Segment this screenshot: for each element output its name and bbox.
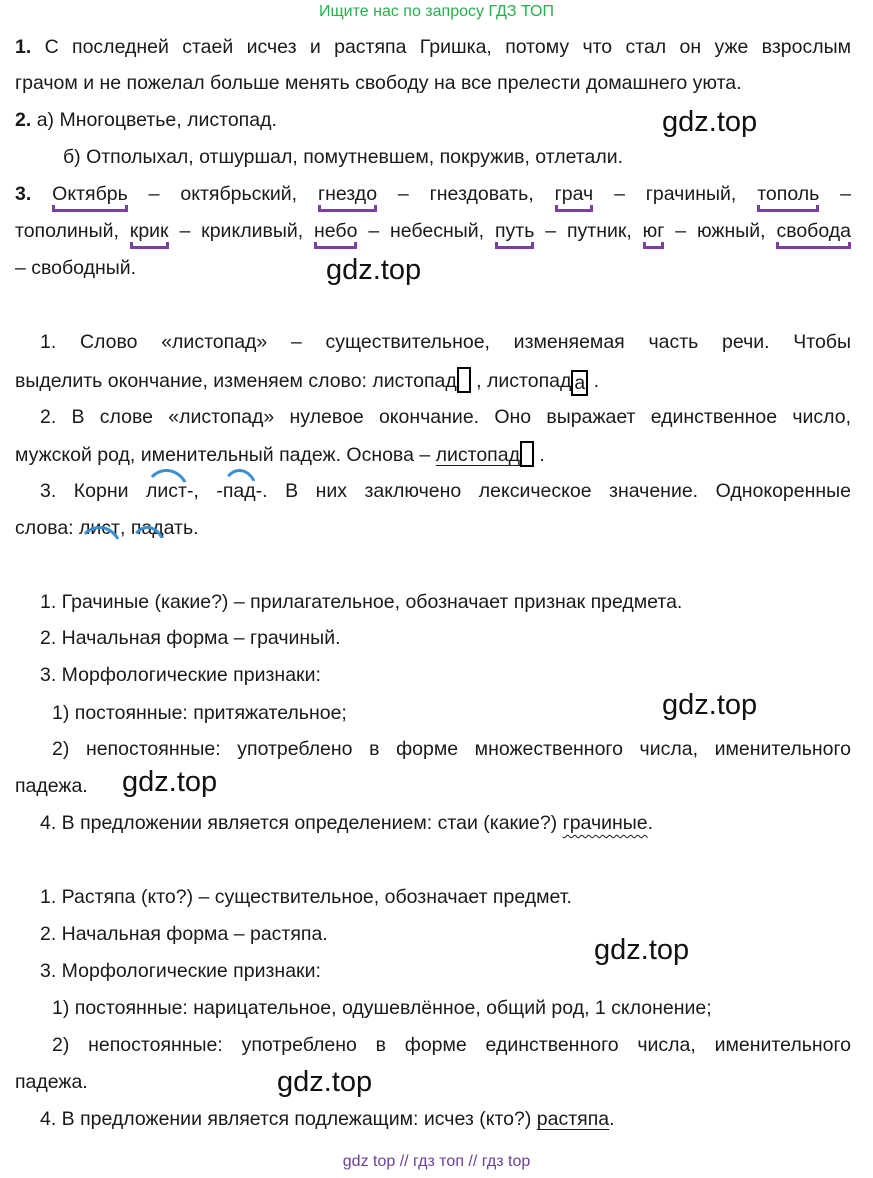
task2-a-text: а) Многоцветье, листопад. — [36, 109, 277, 131]
ending-box: а — [571, 370, 588, 396]
task1-text1: С последней стаей исчез и растяпа Гришка, потому что стал он уже взрослым — [44, 36, 851, 58]
watermark: gdz.top — [662, 106, 758, 138]
task3-text: – южный, — [664, 220, 777, 242]
task3-number: 3. — [15, 183, 32, 205]
word-gnezdo: гнездо — [318, 183, 378, 205]
task3-text: – октябрьский, — [127, 183, 318, 205]
task1-line2: грачом и не пожелал больше менять свободу на все прелести домашнего уюта. — [15, 72, 742, 94]
task3-text: – небесный, — [357, 220, 495, 242]
task3-line2 — [15, 219, 851, 243]
adj-line1: 1. Грачиные (какие?) – прилагательное, обозначает признак предмета. — [40, 591, 683, 613]
task3-text: – гнездовать, — [377, 183, 555, 205]
root-arc-list: лист — [145, 480, 187, 502]
adj-text: 4. В предложении является определением: стаи (какие?) — [40, 812, 563, 834]
watermark: gdz.top — [594, 934, 690, 966]
morph-text: -, - — [186, 480, 223, 502]
noun-line4: 1) постоянные: нарицательное, одушевлённое, общий род, 1 склонение; — [52, 997, 712, 1019]
root-arc-pad-below: пад — [130, 517, 164, 539]
adj-line3: 3. Морфологические признаки: — [40, 664, 321, 686]
adj-line4: 1) постоянные: притяжательное; — [52, 702, 347, 724]
word-grach: грач — [554, 183, 594, 205]
subject-underline: растяпа — [536, 1108, 610, 1130]
search-hint-link[interactable]: Ищите нас по запросу ГДЗ ТОП — [319, 3, 554, 20]
morph-text: слова: — [15, 517, 80, 539]
noun-line3: 3. Морфологические признаки: — [40, 960, 321, 982]
word-oktyabr: Октябрь — [52, 183, 128, 205]
task1-line1 — [15, 35, 851, 59]
task1-number: 1. — [15, 36, 32, 58]
morph-text: мужской род, именительный падеж. Основа – — [15, 444, 436, 466]
task2-number: 2. — [15, 109, 32, 131]
stem-underline: листопад — [435, 444, 520, 466]
adj-line2: 2. Начальная форма – грачиный. — [40, 627, 341, 649]
word-nebo: небо — [314, 220, 358, 242]
task3-text: – — [819, 183, 852, 205]
word-svoboda: свобода — [776, 220, 851, 242]
morph-text: 3. Корни — [40, 480, 146, 502]
adj-line5: 2) непостоянные: употреблено в форме множественного числа, именительного — [52, 738, 851, 760]
morph-text: -. В них заключено лексическое значение. Однокоренные — [255, 480, 852, 502]
noun-line1: 1. Растяпа (кто?) – существительное, обозначает предмет. — [40, 886, 572, 908]
zero-ending-box — [520, 441, 534, 467]
morph-listopad-line5 — [40, 479, 851, 503]
noun-line2: 2. Начальная форма – растяпа. — [40, 923, 328, 945]
word-krik: крик — [129, 220, 169, 242]
morph-text: ать. — [163, 517, 199, 539]
watermark: gdz.top — [326, 254, 422, 286]
task3-text: – крикливый, — [168, 220, 315, 242]
word-put: путь — [494, 220, 535, 242]
morph-text: выделить окончание, изменяем слово: листопад — [15, 370, 457, 392]
noun-text: . — [609, 1108, 615, 1130]
task3-text: – грачиный, — [593, 183, 758, 205]
wavy-underline-word: грачиные — [562, 812, 648, 834]
morph-text: , листопад — [470, 370, 572, 392]
morph-listopad-line1: 1. Слово «листопад» – существительное, изменяемая часть речи. Чтобы — [40, 331, 851, 353]
morph-listopad-line6 — [15, 516, 851, 540]
morph-text: , — [119, 517, 131, 539]
task2-line-b: б) Отполыхал, отшуршал, помутневшем, покружив, отлетали. — [63, 146, 624, 168]
noun-line7 — [40, 1107, 873, 1131]
adj-line6: падежа. — [15, 775, 88, 797]
watermark: gdz.top — [122, 766, 218, 798]
watermark: gdz.top — [662, 689, 758, 721]
adj-line7 — [40, 811, 873, 835]
morph-listopad-line4 — [15, 441, 851, 467]
watermark: gdz.top — [277, 1066, 373, 1098]
task3-line1 — [15, 182, 851, 206]
word-yug: юг — [642, 220, 665, 242]
root-arc-list-below: лист — [79, 517, 120, 539]
noun-line5: 2) непостоянные: употреблено в форме единственного числа, именительного — [52, 1034, 851, 1056]
task3-line3: – свободный. — [15, 257, 137, 279]
adj-text: . — [647, 812, 654, 834]
footer-links[interactable]: gdz top // гдз топ // гдз top — [342, 1153, 531, 1170]
morph-text: . — [588, 370, 600, 392]
noun-text: 4. В предложении является подлежащим: исчез (кто?) — [40, 1108, 537, 1130]
root-arc-pad: пад — [222, 480, 256, 502]
task3-text: – путник, — [534, 220, 643, 242]
morph-text: . — [533, 444, 545, 466]
morph-listopad-line2 — [15, 367, 851, 396]
word-topol: тополь — [757, 183, 820, 205]
task3-text: тополиный, — [15, 220, 130, 242]
zero-ending-box — [457, 367, 471, 393]
morph-listopad-line3: 2. В слове «листопад» нулевое окончание. Оно выражает единственное число, — [40, 406, 851, 428]
noun-line6: падежа. — [15, 1071, 88, 1093]
